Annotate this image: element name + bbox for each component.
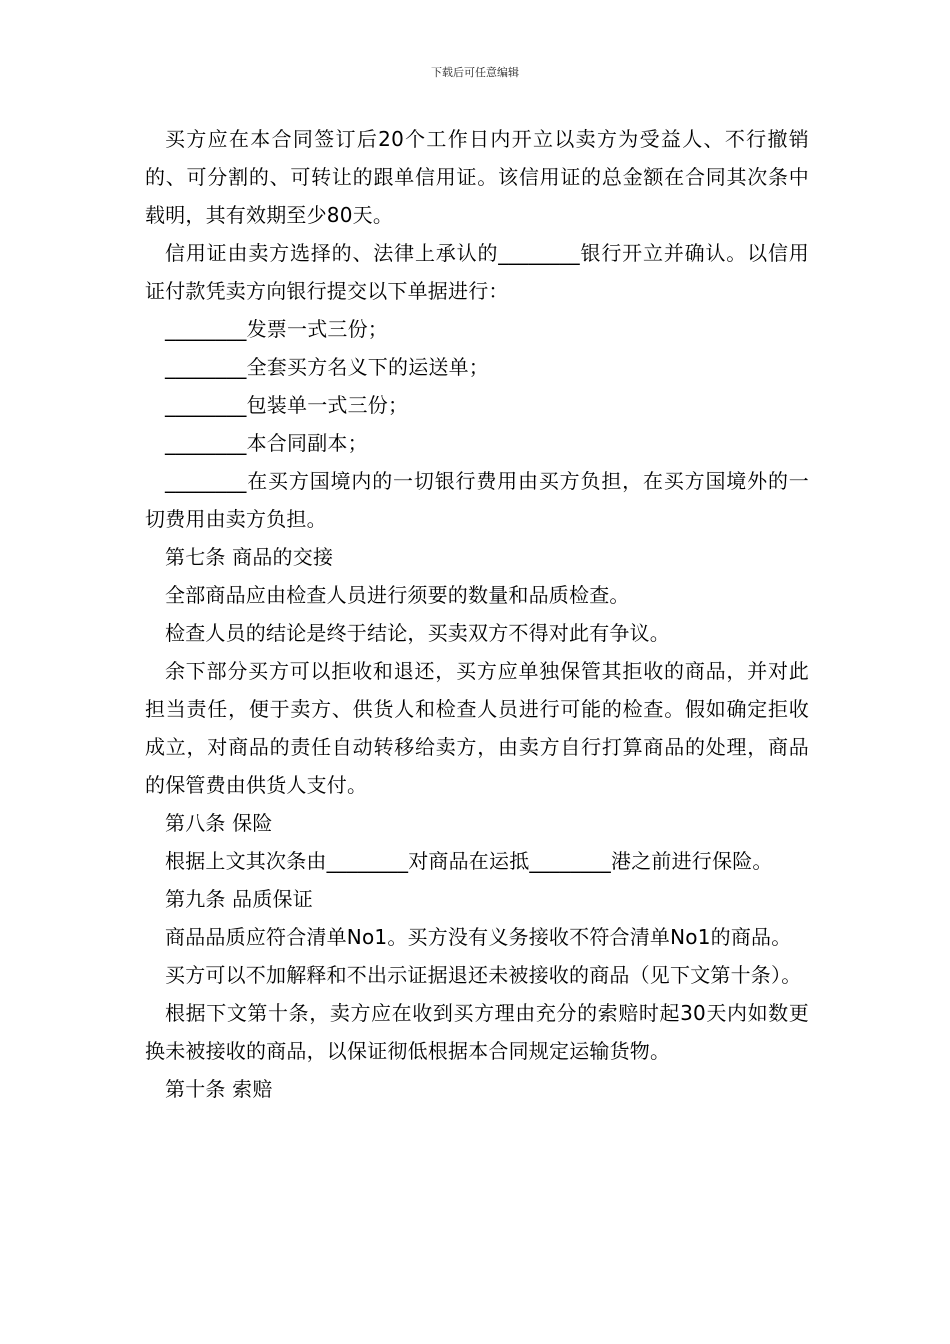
list-item-contract-copy: ________本合同副本； [165,431,368,455]
section-heading-article-7: 第七条 商品的交接 [165,545,334,569]
paragraph-letter-of-credit: 买方应在本合同签订后20个工作日内开立以卖方为受益人、不行撤销的、可分割的、可转让的跟单信用证。该信用证的总金额在合同其次条中载明，其有效期至少80天。 [145,127,809,227]
paragraph-insurance: 根据上文其次条由________对商品在运抵________港之前进行保险。 [165,849,773,873]
paragraph-quality-list: 商品品质应符合清单No1。买方没有义务接收不符合清单No1的商品。 [165,925,792,949]
paragraph-return-goods: 买方可以不加解释和不出示证据退还未被接收的商品（见下文第十条）。 [165,963,802,987]
document-body [145,120,809,1108]
paragraph-inspection: 全部商品应由检查人员进行须要的数量和品质检查。 [165,583,630,607]
page-header: 下载后可任意编辑 [431,66,519,79]
section-heading-article-9: 第九条 品质保证 [165,887,313,911]
paragraph-credit-bank: 信用证由卖方选择的、法律上承认的________银行开立并确认。以信用证付款凭卖方向银行提交以下单据进行： [145,241,809,303]
list-item-shipping-document: ________全套买方名义下的运送单； [165,355,489,379]
section-heading-article-8: 第八条 保险 [165,811,273,835]
paragraph-inspection-conclusion: 检查人员的结论是终于结论，买卖双方不得对此有争议。 [165,621,670,645]
paragraph-rejection: 余下部分买方可以拒收和退还，买方应单独保管其拒收的商品，并对此担当责任，便于卖方、供货人和检查人员进行可能的检查。假如确定拒收成立，对商品的责任自动转移给卖方，由卖方自行打算商品的处理，商品的保管费由供货人支付。 [145,659,809,797]
list-item-invoice: ________发票一式三份； [165,317,388,341]
paragraph-replacement: 根据下文第十条，卖方应在收到买方理由充分的索赔时起30天内如数更换未被接收的商品，以保证彻低根据本合同规定运输货物。 [145,1001,809,1063]
list-item-packing-list: ________包装单一式三份； [165,393,409,417]
list-item-bank-fees: ________在买方国境内的一切银行费用由买方负担，在买方国境外的一切费用由卖方负担。 [145,469,809,531]
section-heading-article-10: 第十条 索赔 [165,1077,273,1101]
